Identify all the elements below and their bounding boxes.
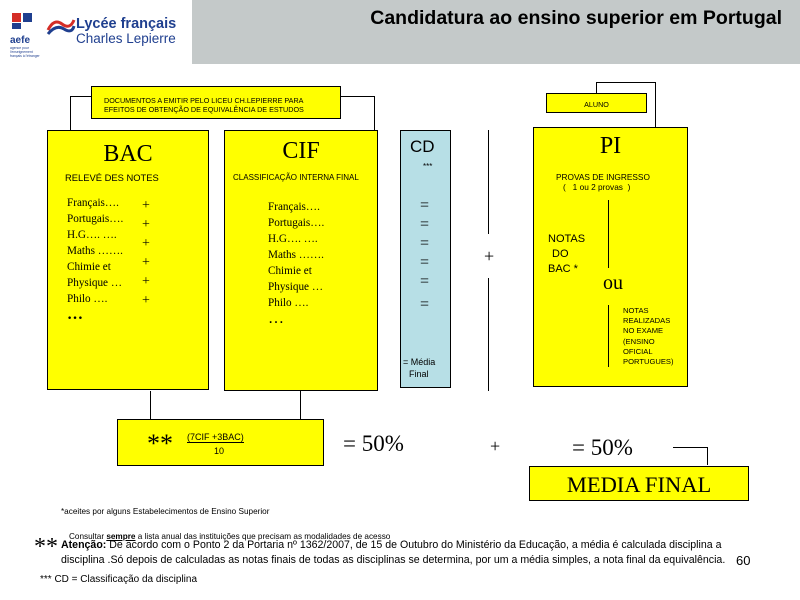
bac-item: Physique … — [67, 277, 123, 289]
pi-title: PI — [599, 133, 622, 159]
bac-plus: + — [142, 293, 150, 308]
cif-item: Physique … — [268, 281, 324, 293]
bac-box — [47, 130, 209, 390]
lycee-line1: Lycée français — [76, 16, 177, 32]
cif-subtitle: CLASSIFICAÇÃO INTERNA FINAL — [233, 173, 359, 182]
media-final-label: MEDIA FINAL — [566, 472, 712, 497]
cd-stars: *** — [423, 162, 433, 171]
bac-item: Maths ……. — [67, 245, 123, 257]
media-connector-v — [707, 447, 708, 465]
cd-equals-column — [420, 196, 429, 314]
separator-left — [488, 130, 489, 234]
atencao-line1 — [61, 538, 761, 553]
cd-title: CD — [410, 137, 435, 156]
consultar-bold: sempre — [106, 532, 136, 541]
page-title: Candidatura ao ensino superior em Portugal — [370, 7, 782, 29]
documents-note-line2: EFEITOS DE OBTENÇÃO DE EQUIVALÊNCIA DE ESTUDOS — [104, 105, 304, 114]
aefe-brand-sub: agence pour l'enseignement français à l'étranger — [10, 46, 40, 58]
pi-divider-upper — [608, 200, 609, 268]
cif-item: Chimie et — [268, 265, 312, 277]
atencao-label: Atenção: — [61, 539, 107, 551]
cif-item: Portugais…. — [268, 217, 325, 229]
consultar-post: a lista anual das instituições que precisam as modalidades de acesso — [135, 532, 391, 541]
plus-middle: + — [484, 246, 495, 266]
aefe-brand: aefe — [10, 35, 31, 46]
bac-list — [67, 195, 123, 323]
aefe-logo — [10, 11, 46, 57]
bac-item: H.G…. …. — [67, 229, 117, 241]
atencao-note — [61, 538, 761, 568]
notas-exame-line: OFICIAL — [623, 346, 653, 356]
cd-equals: = — [420, 235, 430, 252]
percent-left: = 50% — [343, 431, 404, 456]
atencao-stars: ** — [34, 534, 58, 560]
separator-left-lower — [488, 278, 489, 391]
cif-ellipsis: … — [268, 310, 284, 327]
formula-numerator: (7CIF +3BAC) — [187, 432, 244, 442]
cif-box — [224, 130, 378, 391]
documents-note — [91, 86, 341, 119]
aluno-label — [546, 93, 647, 113]
aluno-bracket-top — [596, 82, 656, 83]
cif-item: Philo …. — [268, 297, 309, 309]
notas-exame-line: PORTUGUES) — [623, 357, 674, 367]
bac-plus: + — [142, 255, 150, 270]
bac-ellipsis: … — [67, 306, 83, 323]
bac-plus-column — [142, 196, 150, 310]
pi-subtitle-line2: ( 1 ou 2 provas ) — [563, 182, 631, 192]
notas-exame-line: NO EXAME — [623, 326, 664, 336]
documents-note-line1: DOCUMENTOS A EMITIR PELO LICEU CH.LEPIERRE PARA — [104, 96, 304, 105]
pi-subtitle-line1: PROVAS DE INGRESSO — [556, 172, 650, 182]
lycee-line2: Charles Lepierre — [76, 31, 176, 46]
formula-denominator: 10 — [214, 446, 225, 456]
aluno-text: ALUNO — [584, 100, 609, 109]
notas-bac-line3: BAC * — [548, 263, 578, 275]
lower-bracket-right — [300, 391, 301, 419]
cif-list — [268, 199, 324, 327]
pi-box — [533, 127, 688, 387]
cd-equals: = — [420, 296, 430, 313]
formula-stars: ** — [147, 429, 173, 458]
bac-title: BAC — [103, 141, 153, 167]
aluno-bracket-left — [596, 82, 597, 93]
cd-equals: = — [420, 254, 430, 271]
cd-footer-line2: Final — [409, 369, 429, 379]
cd-footer-line1: = Média — [403, 357, 436, 367]
aefe-emblem-icon — [10, 11, 46, 31]
bac-plus: + — [142, 274, 150, 289]
bac-plus: + — [142, 198, 150, 213]
cif-item: Maths ……. — [268, 249, 324, 261]
logo-area — [0, 0, 192, 64]
bracket-left — [70, 96, 71, 130]
bac-item: Français…. — [67, 197, 119, 209]
cd-box — [400, 130, 451, 388]
cd-equals: = — [420, 216, 430, 233]
notas-exame-line: NOTAS — [623, 306, 649, 315]
notas-bac-line2: DO — [552, 248, 569, 260]
bac-item: Chimie et — [67, 261, 111, 273]
cif-title: CIF — [282, 138, 320, 164]
pi-ou: ou — [603, 272, 623, 294]
pi-notas-exame — [623, 306, 674, 367]
cif-item: H.G…. …. — [268, 233, 318, 245]
cd-footer — [403, 356, 435, 380]
bac-item: Philo …. — [67, 293, 108, 305]
cif-item: Français…. — [268, 201, 320, 213]
formula-box — [117, 419, 324, 466]
plus-lower: + — [490, 436, 501, 456]
footnote-cd: *** CD = Classificação da disciplina — [40, 574, 198, 585]
footnote-aceites: *aceites por alguns Estabelecimentos de Ensino Superior — [61, 507, 270, 516]
percent-right: = 50% — [572, 435, 633, 460]
aluno-bracket-right — [655, 82, 656, 127]
notas-exame-line: REALIZADAS — [623, 316, 671, 326]
page-number: 60 — [736, 553, 751, 568]
media-final-box — [529, 466, 749, 501]
cd-equals: = — [420, 273, 430, 290]
bac-plus: + — [142, 236, 150, 251]
lycee-logo — [46, 14, 186, 50]
atencao-text2: disciplina .Só depois de calculadas as notas finais de todas as disciplinas se determina, por um a média simples, a nota final da equivalência. — [61, 554, 726, 566]
cd-equals: = — [420, 197, 430, 214]
pi-notas-bac — [548, 232, 585, 277]
notas-exame-line: (ENSINO — [623, 336, 655, 346]
consultar-pre: Consultar — [69, 532, 107, 541]
bac-subtitle: RELEVÉ DES NOTES — [65, 172, 159, 183]
bac-item: Portugais…. — [67, 213, 124, 225]
lower-bracket-left — [150, 391, 151, 419]
media-connector-h — [673, 447, 707, 448]
bac-plus: + — [142, 217, 150, 232]
lycee-wave-icon — [46, 16, 76, 38]
pi-divider-lower — [608, 305, 609, 367]
notas-bac-line1: NOTAS — [548, 233, 586, 245]
atencao-text1: De acordo com o Ponto 2 da Portaria nº 1362/2007, de 15 de Outubro do Ministério da Educação, a média é calculada disciplina a — [106, 539, 722, 551]
bracket-right — [374, 96, 375, 130]
